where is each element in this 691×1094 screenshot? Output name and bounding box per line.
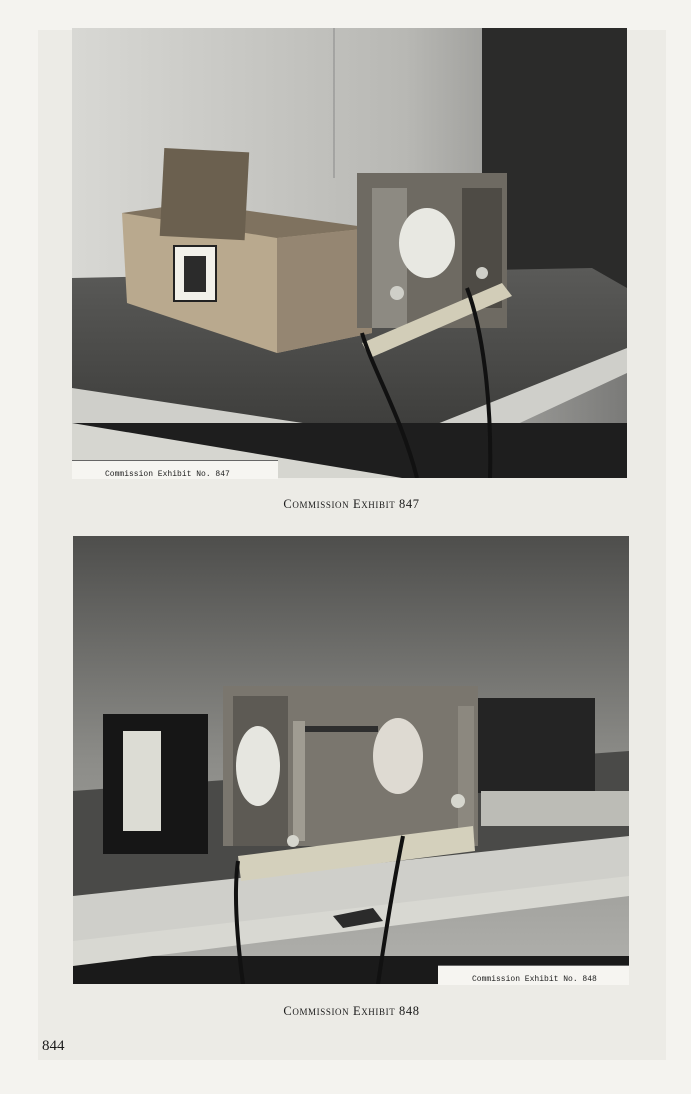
exhibit-847-stamp-text: Commission Exhibit No. 847 bbox=[105, 470, 230, 479]
page-number: 844 bbox=[42, 1038, 65, 1054]
exhibit-847-caption: Commission Exhibit 847 bbox=[283, 497, 420, 511]
exhibit-848-stamp-text: Commission Exhibit No. 848 bbox=[472, 975, 597, 984]
exhibit-848-photo bbox=[73, 536, 629, 984]
exhibit-848-caption: Commission Exhibit 848 bbox=[283, 1004, 420, 1018]
exhibit-848-stamp bbox=[438, 965, 629, 985]
exhibit-847-stamp bbox=[72, 460, 278, 479]
exhibit-847-photo bbox=[72, 28, 627, 478]
